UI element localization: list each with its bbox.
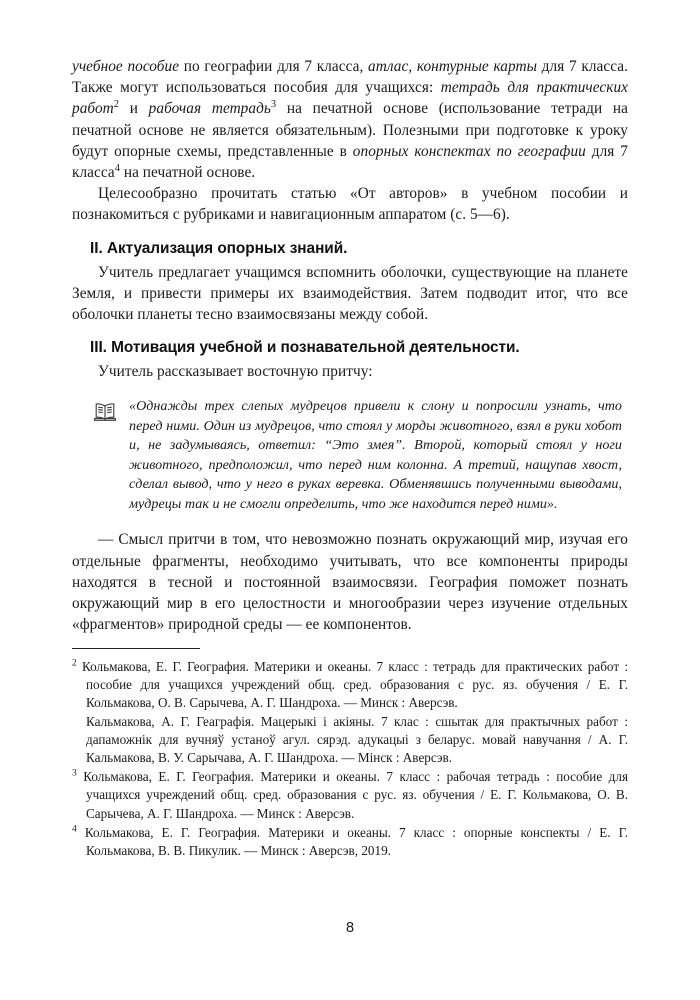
paragraph-continuation [72, 56, 628, 183]
text-run: на печатной основе. [119, 164, 256, 182]
italic-run: тетрадь для практических работ [72, 79, 628, 118]
italic-run: опорных конспектах по географии [352, 142, 586, 160]
heading-section-II: II. Актуализация опорных знаний. [90, 239, 348, 257]
italic-run: атлас, контурные карты [368, 58, 537, 75]
paragraph-actualization: Учитель предлагает учащимся вспомнить оболочки, существующие на планете Земля, и привести примеры их взаимодействия. Затем подводит итог, что все оболочки планеты тесно взаимосвязаны между собой. [72, 263, 628, 324]
paragraph-parable-intro: Учитель рассказывает восточную притчу: [98, 363, 373, 381]
heading-section-III: III. Мотивация учебной и познавательной деятельности. [90, 339, 520, 357]
footnote-marker: 2 [72, 658, 77, 669]
footnote-ref-4[interactable]: 4 [114, 162, 120, 174]
footnote-ref-3[interactable]: 3 [270, 99, 277, 111]
parable-text: «Однажды трех слепых мудрецов привели к слону и попросили узнать, что перед ними. Один из мудрецов, что стоял у морды животного, взял в руки хобот и, не задумываясь, ответил: “Это змея”. Второй, который стоял у ноги животного, предположил, что перед ним колонна. А третий, нащупав хвост, сделал вывод, что у него в руках веревка. Обменявшись полученными выводами, мудрецы так и не смогли определить, что же находится перед ними». [129, 398, 622, 512]
footnote-text: Кальмакова, А. Г. Геаграфія. Мацерыкі і акіяны. 7 клас : сшытак для практычных работ : дапаможнік для вучняў устаноў агул. сярэд. адукацыі з беларус. мовай навучання / А. Г. Кальмакова, В. У. Сарычава, А. Г. Шандроха. — Мінск : Аверсэв. [86, 713, 628, 766]
text-run: и [118, 100, 149, 118]
page-content [72, 56, 628, 635]
footnotes-section [72, 648, 628, 860]
parable-block [92, 397, 622, 514]
italic-run: учебное пособие [72, 58, 180, 75]
spacer [72, 382, 628, 397]
footnote-text: Кольмакова, Е. Г. География. Материки и океаны. 7 класс : рабочая тетрадь : пособие для учащихся учреждений общ. сред. образования с рус. яз. обучения / Е. Г. Кольмакова, О. В. Сарычева, А. Г. Шандроха. — Минск : Аверсэв. [83, 769, 628, 821]
text-run: на печатной основе (использование тетради на печатной основе не является обязательным). Полезными при подготовке к уроку будут опорные схемы, представленные в [72, 100, 628, 160]
footnote-ref-2[interactable]: 2 [113, 99, 119, 111]
footnote-3 [72, 768, 628, 823]
paragraph-recommend-reading: Целесообразно прочитать статью «От авторов» в учебном пособии и познакомиться с рубриками и навигационным аппаратом (с. 5—6). [72, 185, 628, 224]
open-book-icon [92, 402, 120, 422]
footnote-4 [72, 824, 628, 860]
footnote-text: Кольмакова, Е. Г. География. Материки и океаны. 7 класс : тетрадь для практических работ : пособие для учащихся учреждений общ. сред. образования с рус. яз. обучения / Е. Г. Кольмакова, О. В. Сарычева, А. Г. Шандроха. — Минск : Аверсэв. [82, 659, 628, 711]
footnote-2-belarusian [72, 713, 628, 768]
footnote-marker: 4 [72, 824, 77, 835]
text-run: для 7 класса [72, 142, 628, 182]
footnote-2 [72, 658, 628, 713]
spacer [72, 226, 628, 238]
footnote-text: Кольмакова, Е. Г. География. Материки и океаны. 7 класс : опорные конспекты / Е. Г. Кольмакова, В. В. Пикулик. — Минск : Аверсэв, 2019. [84, 824, 628, 859]
text-run: для 7 класса. Также могут использоваться пособия для учащихся: [72, 58, 628, 97]
italic-run: рабочая тетрадь [148, 100, 271, 118]
footnote-separator-rule [72, 648, 200, 649]
paragraph-parable-meaning: — Смысл притчи в том, что невозможно познать окружающий мир, изучая его отдельные фрагменты, необходимо учитывать, что все компоненты природы находятся в тесной и постоянной взаимосвязи. География поможет познать окружающий мир в его целостности и многообразии через изучение отдельных «фрагментов» природной среды — ее компонентов. [72, 531, 628, 634]
spacer [72, 514, 628, 529]
text-run: по географии для 7 класса, [179, 58, 369, 75]
footnote-marker: 3 [72, 768, 77, 779]
spacer [72, 325, 628, 337]
page-number: 8 [345, 920, 355, 936]
